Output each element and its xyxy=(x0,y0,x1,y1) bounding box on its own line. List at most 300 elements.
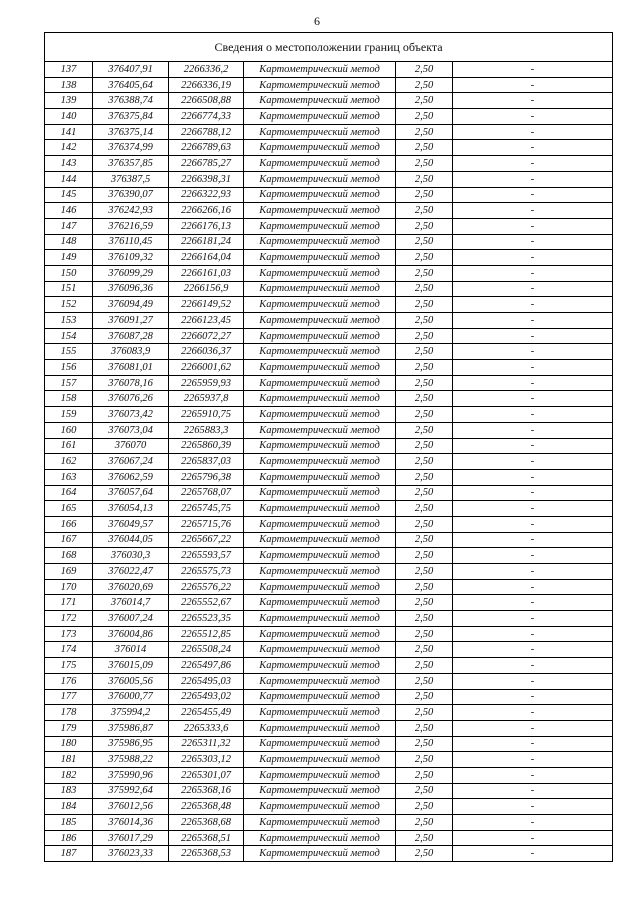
y-coordinate-cell: 2266789,63 xyxy=(169,140,244,156)
method-cell: Картометрический метод xyxy=(244,720,396,736)
table-row xyxy=(45,846,613,862)
accuracy-cell: 2,50 xyxy=(396,124,453,140)
accuracy-cell: 2,50 xyxy=(396,375,453,391)
x-coordinate-cell: 375992,64 xyxy=(93,783,169,799)
note-cell: - xyxy=(453,313,613,329)
x-coordinate-cell: 375988,22 xyxy=(93,752,169,768)
table-row xyxy=(45,658,613,674)
point-number-cell: 159 xyxy=(45,407,93,423)
accuracy-cell: 2,50 xyxy=(396,156,453,172)
y-coordinate-cell: 2265368,51 xyxy=(169,830,244,846)
x-coordinate-cell: 376005,56 xyxy=(93,673,169,689)
y-coordinate-cell: 2265495,03 xyxy=(169,673,244,689)
y-coordinate-cell: 2265368,48 xyxy=(169,799,244,815)
y-coordinate-cell: 2265667,22 xyxy=(169,532,244,548)
point-number-cell: 148 xyxy=(45,234,93,250)
point-number-cell: 144 xyxy=(45,171,93,187)
point-number-cell: 138 xyxy=(45,77,93,93)
x-coordinate-cell: 376096,36 xyxy=(93,281,169,297)
accuracy-cell: 2,50 xyxy=(396,516,453,532)
y-coordinate-cell: 2265593,57 xyxy=(169,548,244,564)
accuracy-cell: 2,50 xyxy=(396,752,453,768)
note-cell: - xyxy=(453,705,613,721)
accuracy-cell: 2,50 xyxy=(396,422,453,438)
y-coordinate-cell: 2266785,27 xyxy=(169,156,244,172)
y-coordinate-cell: 2266181,24 xyxy=(169,234,244,250)
method-cell: Картометрический метод xyxy=(244,579,396,595)
method-cell: Картометрический метод xyxy=(244,62,396,78)
method-cell: Картометрический метод xyxy=(244,736,396,752)
x-coordinate-cell: 376078,16 xyxy=(93,375,169,391)
note-cell: - xyxy=(453,673,613,689)
x-coordinate-cell: 376110,45 xyxy=(93,234,169,250)
note-cell: - xyxy=(453,501,613,517)
point-number-cell: 171 xyxy=(45,595,93,611)
method-cell: Картометрический метод xyxy=(244,391,396,407)
accuracy-cell: 2,50 xyxy=(396,265,453,281)
accuracy-cell: 2,50 xyxy=(396,328,453,344)
y-coordinate-cell: 2266336,19 xyxy=(169,77,244,93)
x-coordinate-cell: 375986,95 xyxy=(93,736,169,752)
note-cell: - xyxy=(453,532,613,548)
point-number-cell: 168 xyxy=(45,548,93,564)
y-coordinate-cell: 2265497,86 xyxy=(169,658,244,674)
x-coordinate-cell: 375986,87 xyxy=(93,720,169,736)
point-number-cell: 177 xyxy=(45,689,93,705)
table-row xyxy=(45,187,613,203)
method-cell: Картометрический метод xyxy=(244,140,396,156)
x-coordinate-cell: 376044,05 xyxy=(93,532,169,548)
table-row xyxy=(45,407,613,423)
accuracy-cell: 2,50 xyxy=(396,77,453,93)
note-cell: - xyxy=(453,218,613,234)
x-coordinate-cell: 376014,36 xyxy=(93,815,169,831)
y-coordinate-cell: 2266072,27 xyxy=(169,328,244,344)
method-cell: Картометрический метод xyxy=(244,564,396,580)
accuracy-cell: 2,50 xyxy=(396,846,453,862)
note-cell: - xyxy=(453,391,613,407)
accuracy-cell: 2,50 xyxy=(396,579,453,595)
table-row xyxy=(45,532,613,548)
x-coordinate-cell: 376030,3 xyxy=(93,548,169,564)
accuracy-cell: 2,50 xyxy=(396,109,453,125)
accuracy-cell: 2,50 xyxy=(396,626,453,642)
x-coordinate-cell: 376109,32 xyxy=(93,250,169,266)
y-coordinate-cell: 2265368,53 xyxy=(169,846,244,862)
x-coordinate-cell: 376067,24 xyxy=(93,454,169,470)
point-number-cell: 182 xyxy=(45,767,93,783)
x-coordinate-cell: 376070 xyxy=(93,438,169,454)
y-coordinate-cell: 2265837,03 xyxy=(169,454,244,470)
point-number-cell: 164 xyxy=(45,485,93,501)
x-coordinate-cell: 376023,33 xyxy=(93,846,169,862)
point-number-cell: 176 xyxy=(45,673,93,689)
table-row xyxy=(45,422,613,438)
point-number-cell: 163 xyxy=(45,469,93,485)
method-cell: Картометрический метод xyxy=(244,156,396,172)
table-row xyxy=(45,297,613,313)
y-coordinate-cell: 2266161,03 xyxy=(169,265,244,281)
method-cell: Картометрический метод xyxy=(244,454,396,470)
accuracy-cell: 2,50 xyxy=(396,234,453,250)
method-cell: Картометрический метод xyxy=(244,313,396,329)
note-cell: - xyxy=(453,281,613,297)
note-cell: - xyxy=(453,767,613,783)
y-coordinate-cell: 2266164,04 xyxy=(169,250,244,266)
table-header xyxy=(45,33,613,62)
table-row xyxy=(45,234,613,250)
table-row xyxy=(45,140,613,156)
y-coordinate-cell: 2265883,3 xyxy=(169,422,244,438)
method-cell: Картометрический метод xyxy=(244,265,396,281)
note-cell: - xyxy=(453,297,613,313)
accuracy-cell: 2,50 xyxy=(396,171,453,187)
x-coordinate-cell: 376062,59 xyxy=(93,469,169,485)
note-cell: - xyxy=(453,689,613,705)
accuracy-cell: 2,50 xyxy=(396,485,453,501)
y-coordinate-cell: 2266001,62 xyxy=(169,360,244,376)
note-cell: - xyxy=(453,375,613,391)
table-row xyxy=(45,611,613,627)
point-number-cell: 137 xyxy=(45,62,93,78)
method-cell: Картометрический метод xyxy=(244,77,396,93)
note-cell: - xyxy=(453,783,613,799)
note-cell: - xyxy=(453,265,613,281)
table-row xyxy=(45,595,613,611)
point-number-cell: 185 xyxy=(45,815,93,831)
y-coordinate-cell: 2265368,68 xyxy=(169,815,244,831)
table-row xyxy=(45,109,613,125)
x-coordinate-cell: 376388,74 xyxy=(93,93,169,109)
table-row xyxy=(45,360,613,376)
accuracy-cell: 2,50 xyxy=(396,815,453,831)
point-number-cell: 180 xyxy=(45,736,93,752)
y-coordinate-cell: 2265493,02 xyxy=(169,689,244,705)
accuracy-cell: 2,50 xyxy=(396,203,453,219)
y-coordinate-cell: 2265768,07 xyxy=(169,485,244,501)
method-cell: Картометрический метод xyxy=(244,93,396,109)
table-row xyxy=(45,516,613,532)
point-number-cell: 142 xyxy=(45,140,93,156)
accuracy-cell: 2,50 xyxy=(396,297,453,313)
y-coordinate-cell: 2265715,76 xyxy=(169,516,244,532)
accuracy-cell: 2,50 xyxy=(396,689,453,705)
y-coordinate-cell: 2266788,12 xyxy=(169,124,244,140)
table-row xyxy=(45,767,613,783)
note-cell: - xyxy=(453,469,613,485)
method-cell: Картометрический метод xyxy=(244,689,396,705)
accuracy-cell: 2,50 xyxy=(396,407,453,423)
note-cell: - xyxy=(453,140,613,156)
point-number-cell: 169 xyxy=(45,564,93,580)
y-coordinate-cell: 2265368,16 xyxy=(169,783,244,799)
table-row xyxy=(45,218,613,234)
accuracy-cell: 2,50 xyxy=(396,438,453,454)
x-coordinate-cell: 376390,07 xyxy=(93,187,169,203)
point-number-cell: 175 xyxy=(45,658,93,674)
table-row xyxy=(45,375,613,391)
method-cell: Картометрический метод xyxy=(244,705,396,721)
y-coordinate-cell: 2266149,52 xyxy=(169,297,244,313)
method-cell: Картометрический метод xyxy=(244,658,396,674)
table-row xyxy=(45,328,613,344)
note-cell: - xyxy=(453,93,613,109)
y-coordinate-cell: 2265303,12 xyxy=(169,752,244,768)
y-coordinate-cell: 2266398,31 xyxy=(169,171,244,187)
method-cell: Картометрический метод xyxy=(244,469,396,485)
accuracy-cell: 2,50 xyxy=(396,281,453,297)
y-coordinate-cell: 2265576,22 xyxy=(169,579,244,595)
x-coordinate-cell: 376357,85 xyxy=(93,156,169,172)
method-cell: Картометрический метод xyxy=(244,375,396,391)
note-cell: - xyxy=(453,438,613,454)
method-cell: Картометрический метод xyxy=(244,109,396,125)
point-number-cell: 166 xyxy=(45,516,93,532)
accuracy-cell: 2,50 xyxy=(396,140,453,156)
table-row xyxy=(45,203,613,219)
note-cell: - xyxy=(453,454,613,470)
point-number-cell: 167 xyxy=(45,532,93,548)
table-row xyxy=(45,548,613,564)
x-coordinate-cell: 376375,84 xyxy=(93,109,169,125)
x-coordinate-cell: 375994,2 xyxy=(93,705,169,721)
method-cell: Картометрический метод xyxy=(244,297,396,313)
y-coordinate-cell: 2266156,9 xyxy=(169,281,244,297)
point-number-cell: 147 xyxy=(45,218,93,234)
table-row xyxy=(45,469,613,485)
note-cell: - xyxy=(453,250,613,266)
method-cell: Картометрический метод xyxy=(244,846,396,862)
y-coordinate-cell: 2265455,49 xyxy=(169,705,244,721)
point-number-cell: 141 xyxy=(45,124,93,140)
note-cell: - xyxy=(453,642,613,658)
table-row xyxy=(45,642,613,658)
point-number-cell: 160 xyxy=(45,422,93,438)
y-coordinate-cell: 2265552,67 xyxy=(169,595,244,611)
accuracy-cell: 2,50 xyxy=(396,469,453,485)
note-cell: - xyxy=(453,328,613,344)
table-row xyxy=(45,171,613,187)
method-cell: Картометрический метод xyxy=(244,595,396,611)
y-coordinate-cell: 2266774,33 xyxy=(169,109,244,125)
x-coordinate-cell: 376407,91 xyxy=(93,62,169,78)
note-cell: - xyxy=(453,595,613,611)
table-row xyxy=(45,783,613,799)
method-cell: Картометрический метод xyxy=(244,815,396,831)
table-row xyxy=(45,673,613,689)
x-coordinate-cell: 376083,9 xyxy=(93,344,169,360)
table-row xyxy=(45,156,613,172)
point-number-cell: 151 xyxy=(45,281,93,297)
point-number-cell: 178 xyxy=(45,705,93,721)
x-coordinate-cell: 376374,99 xyxy=(93,140,169,156)
method-cell: Картометрический метод xyxy=(244,611,396,627)
table-row xyxy=(45,752,613,768)
method-cell: Картометрический метод xyxy=(244,752,396,768)
table-row xyxy=(45,62,613,78)
table-row xyxy=(45,815,613,831)
point-number-cell: 186 xyxy=(45,830,93,846)
note-cell: - xyxy=(453,548,613,564)
table-row xyxy=(45,344,613,360)
accuracy-cell: 2,50 xyxy=(396,548,453,564)
point-number-cell: 173 xyxy=(45,626,93,642)
table-row xyxy=(45,720,613,736)
y-coordinate-cell: 2265959,93 xyxy=(169,375,244,391)
x-coordinate-cell: 376007,24 xyxy=(93,611,169,627)
table-row xyxy=(45,705,613,721)
point-number-cell: 143 xyxy=(45,156,93,172)
note-cell: - xyxy=(453,422,613,438)
note-cell: - xyxy=(453,516,613,532)
y-coordinate-cell: 2266036,37 xyxy=(169,344,244,360)
table-row xyxy=(45,391,613,407)
accuracy-cell: 2,50 xyxy=(396,93,453,109)
y-coordinate-cell: 2266266,16 xyxy=(169,203,244,219)
point-number-cell: 183 xyxy=(45,783,93,799)
point-number-cell: 179 xyxy=(45,720,93,736)
table-row xyxy=(45,93,613,109)
method-cell: Картометрический метод xyxy=(244,234,396,250)
note-cell: - xyxy=(453,109,613,125)
note-cell: - xyxy=(453,846,613,862)
accuracy-cell: 2,50 xyxy=(396,250,453,266)
x-coordinate-cell: 376049,57 xyxy=(93,516,169,532)
accuracy-cell: 2,50 xyxy=(396,736,453,752)
y-coordinate-cell: 2265575,73 xyxy=(169,564,244,580)
method-cell: Картометрический метод xyxy=(244,187,396,203)
x-coordinate-cell: 376099,29 xyxy=(93,265,169,281)
note-cell: - xyxy=(453,658,613,674)
accuracy-cell: 2,50 xyxy=(396,391,453,407)
x-coordinate-cell: 376020,69 xyxy=(93,579,169,595)
point-number-cell: 140 xyxy=(45,109,93,125)
table-row xyxy=(45,799,613,815)
point-number-cell: 181 xyxy=(45,752,93,768)
table-row xyxy=(45,564,613,580)
x-coordinate-cell: 376375,14 xyxy=(93,124,169,140)
note-cell: - xyxy=(453,752,613,768)
x-coordinate-cell: 376405,64 xyxy=(93,77,169,93)
point-number-cell: 139 xyxy=(45,93,93,109)
accuracy-cell: 2,50 xyxy=(396,705,453,721)
y-coordinate-cell: 2265937,8 xyxy=(169,391,244,407)
page-number: 6 xyxy=(314,14,320,28)
x-coordinate-cell: 376000,77 xyxy=(93,689,169,705)
y-coordinate-cell: 2265910,75 xyxy=(169,407,244,423)
accuracy-cell: 2,50 xyxy=(396,501,453,517)
accuracy-cell: 2,50 xyxy=(396,720,453,736)
x-coordinate-cell: 376014,7 xyxy=(93,595,169,611)
table-row xyxy=(45,830,613,846)
accuracy-cell: 2,50 xyxy=(396,642,453,658)
accuracy-cell: 2,50 xyxy=(396,799,453,815)
point-number-cell: 146 xyxy=(45,203,93,219)
x-coordinate-cell: 376087,28 xyxy=(93,328,169,344)
y-coordinate-cell: 2266322,93 xyxy=(169,187,244,203)
note-cell: - xyxy=(453,62,613,78)
accuracy-cell: 2,50 xyxy=(396,344,453,360)
method-cell: Картометрический метод xyxy=(244,407,396,423)
x-coordinate-cell: 376017,29 xyxy=(93,830,169,846)
x-coordinate-cell: 376004,86 xyxy=(93,626,169,642)
accuracy-cell: 2,50 xyxy=(396,218,453,234)
accuracy-cell: 2,50 xyxy=(396,454,453,470)
method-cell: Картометрический метод xyxy=(244,438,396,454)
note-cell: - xyxy=(453,344,613,360)
point-number-cell: 162 xyxy=(45,454,93,470)
note-cell: - xyxy=(453,830,613,846)
table-row xyxy=(45,736,613,752)
title-row xyxy=(45,33,613,62)
accuracy-cell: 2,50 xyxy=(396,62,453,78)
table-row xyxy=(45,124,613,140)
point-number-cell: 174 xyxy=(45,642,93,658)
accuracy-cell: 2,50 xyxy=(396,611,453,627)
y-coordinate-cell: 2265860,39 xyxy=(169,438,244,454)
method-cell: Картометрический метод xyxy=(244,673,396,689)
table-row xyxy=(45,689,613,705)
x-coordinate-cell: 376081,01 xyxy=(93,360,169,376)
method-cell: Картометрический метод xyxy=(244,501,396,517)
method-cell: Картометрический метод xyxy=(244,422,396,438)
note-cell: - xyxy=(453,234,613,250)
accuracy-cell: 2,50 xyxy=(396,564,453,580)
accuracy-cell: 2,50 xyxy=(396,313,453,329)
method-cell: Картометрический метод xyxy=(244,281,396,297)
method-cell: Картометрический метод xyxy=(244,360,396,376)
point-number-cell: 157 xyxy=(45,375,93,391)
note-cell: - xyxy=(453,187,613,203)
table-row xyxy=(45,485,613,501)
x-coordinate-cell: 376216,59 xyxy=(93,218,169,234)
accuracy-cell: 2,50 xyxy=(396,673,453,689)
y-coordinate-cell: 2265301,07 xyxy=(169,767,244,783)
coordinates-table-body xyxy=(45,62,613,862)
x-coordinate-cell: 376012,56 xyxy=(93,799,169,815)
x-coordinate-cell: 376094,49 xyxy=(93,297,169,313)
accuracy-cell: 2,50 xyxy=(396,783,453,799)
y-coordinate-cell: 2265512,85 xyxy=(169,626,244,642)
accuracy-cell: 2,50 xyxy=(396,658,453,674)
point-number-cell: 155 xyxy=(45,344,93,360)
note-cell: - xyxy=(453,815,613,831)
y-coordinate-cell: 2266176,13 xyxy=(169,218,244,234)
method-cell: Картометрический метод xyxy=(244,532,396,548)
x-coordinate-cell: 376091,27 xyxy=(93,313,169,329)
y-coordinate-cell: 2266508,88 xyxy=(169,93,244,109)
boundary-coordinates-table xyxy=(44,32,613,862)
x-coordinate-cell: 376073,04 xyxy=(93,422,169,438)
note-cell: - xyxy=(453,171,613,187)
y-coordinate-cell: 2266336,2 xyxy=(169,62,244,78)
x-coordinate-cell: 376054,13 xyxy=(93,501,169,517)
point-number-cell: 161 xyxy=(45,438,93,454)
method-cell: Картометрический метод xyxy=(244,250,396,266)
table-row xyxy=(45,77,613,93)
point-number-cell: 150 xyxy=(45,265,93,281)
point-number-cell: 152 xyxy=(45,297,93,313)
method-cell: Картометрический метод xyxy=(244,516,396,532)
method-cell: Картометрический метод xyxy=(244,783,396,799)
table-row xyxy=(45,250,613,266)
table-row xyxy=(45,281,613,297)
point-number-cell: 153 xyxy=(45,313,93,329)
y-coordinate-cell: 2266123,45 xyxy=(169,313,244,329)
point-number-cell: 154 xyxy=(45,328,93,344)
accuracy-cell: 2,50 xyxy=(396,360,453,376)
point-number-cell: 170 xyxy=(45,579,93,595)
